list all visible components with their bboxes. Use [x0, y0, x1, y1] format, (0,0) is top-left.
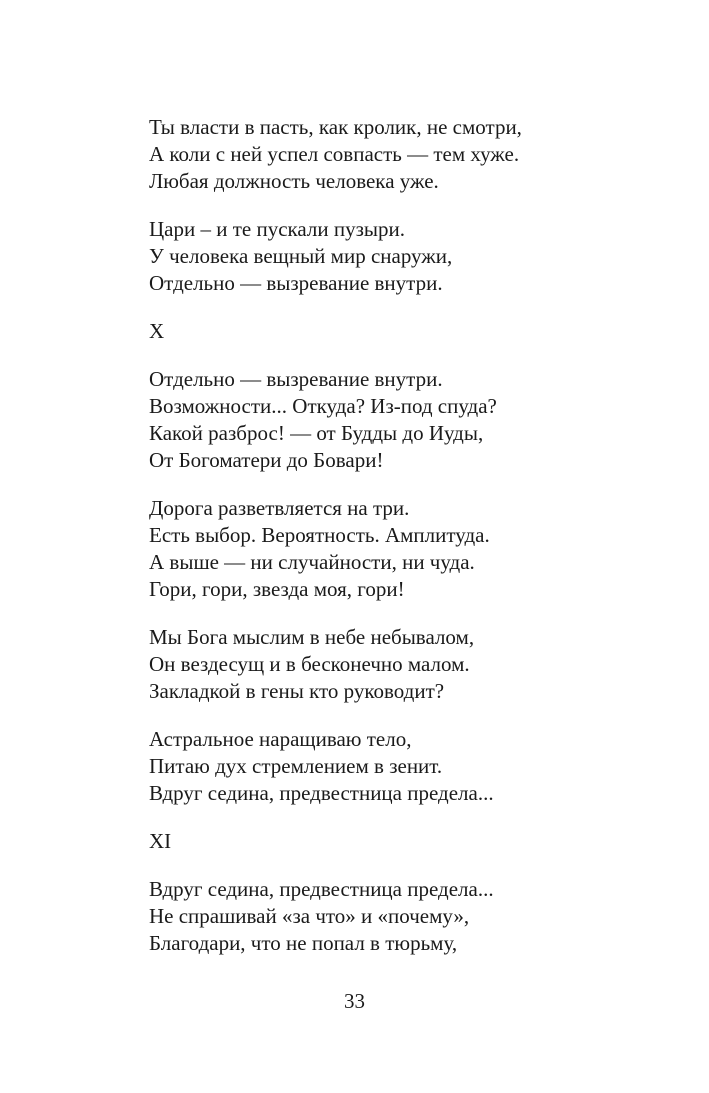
stanza	[149, 366, 669, 474]
stanza-gap	[149, 603, 669, 624]
stanza	[149, 495, 669, 603]
poem-line: Гори, гори, звезда моя, гори!	[149, 577, 405, 601]
stanza	[149, 624, 669, 705]
poem-line: Питаю дух стремлением в зенит.	[149, 754, 443, 778]
stanza-gap	[149, 195, 669, 216]
poem-line: У человека вещный мир снаружи,	[149, 244, 453, 268]
poem-line: Не спрашивай «за что» и «почему»,	[149, 904, 470, 928]
poem-line: А выше — ни случайности, ни чуда.	[149, 550, 475, 574]
stanza-gap	[149, 705, 669, 726]
poem-line: Какой разброс! — от Будды до Иуды,	[149, 421, 484, 445]
poem-line: Благодари, что не попал в тюрьму,	[149, 931, 458, 955]
poem-line: От Богоматери до Бовари!	[149, 448, 384, 472]
section-heading-xi: XI	[149, 829, 172, 853]
poem-line: Отдельно — вызревание внутри.	[149, 367, 443, 391]
poem-line: Ты власти в пасть, как кролик, не смотри,	[149, 115, 522, 139]
poem-line: Закладкой в гены кто руководит?	[149, 679, 445, 703]
poem-line: Отдельно — вызревание внутри.	[149, 271, 443, 295]
section-heading-x: X	[149, 319, 165, 343]
poem-line: А коли с ней успел совпасть — тем хуже.	[149, 142, 520, 166]
stanza	[149, 876, 669, 957]
poem-line: Мы Бога мыслим в небе небывалом,	[149, 625, 475, 649]
poem-line: Есть выбор. Вероятность. Амплитуда.	[149, 523, 490, 547]
poem-line: Вдруг седина, предвестница предела...	[149, 877, 494, 901]
stanza-gap	[149, 474, 669, 495]
poem-line: Любая должность человека уже.	[149, 169, 439, 193]
stanza-gap	[149, 297, 669, 318]
poem-line: Астральное наращиваю тело,	[149, 727, 412, 751]
page-number: 33	[344, 989, 365, 1013]
poem-line: Он вездесущ и в бесконечно малом.	[149, 652, 470, 676]
stanza	[149, 216, 669, 297]
stanza-gap	[149, 345, 669, 366]
stanza-gap	[149, 855, 669, 876]
poem-text	[149, 114, 669, 957]
stanza	[149, 114, 669, 195]
poem-line: Возможности... Откуда? Из-под спуда?	[149, 394, 497, 418]
poem-line: Цари – и те пускали пузыри.	[149, 217, 406, 241]
stanza-gap	[149, 807, 669, 828]
poem-line: Вдруг седина, предвестница предела...	[149, 781, 494, 805]
poem-line: Дорога разветвляется на три.	[149, 496, 410, 520]
stanza	[149, 726, 669, 807]
